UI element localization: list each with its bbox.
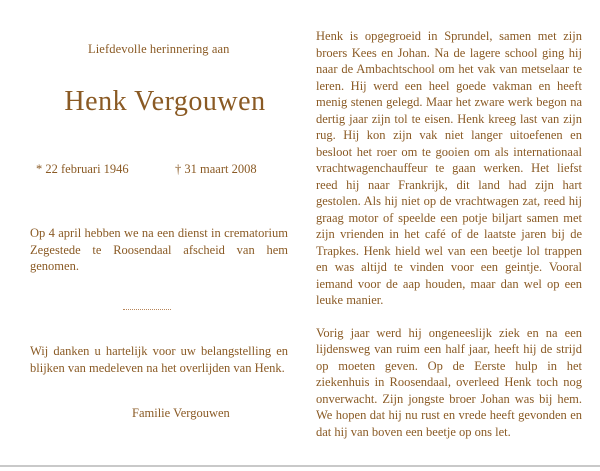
family-signature: Familie Vergouwen — [132, 406, 230, 420]
birth-date: * 22 februari 1946 — [36, 162, 129, 176]
separator-line — [123, 309, 171, 310]
farewell-paragraph: Op 4 april hebben we na een dienst in crematorium Zegestede te Roosendaal afscheid van hem genomen. — [30, 226, 288, 273]
right-page — [316, 28, 582, 440]
thanks-paragraph: Wij danken u hartelijk voor uw belangstelling en blijken van medeleven na het overlijden van Henk. — [30, 344, 288, 375]
biography-paragraph: Henk is opgegroeid in Sprundel, samen met zijn broers Kees en Johan. Na de lagere school ging hij naar de Ambachtschool om het vak van metselaar te leren. Hij werd een heel goede vakman en heeft menig stenen gelegd. Maar het zware werk begon na dertig jaar zijn tol te eisen. Henk kreeg last van zijn rug. Hij kon zijn vak niet langer uitoefenen en besloot het roer om te gooien om als internationaal vrachtwagenchauffeur te gaan werken. Het liefst reed hij naar Frankrijk, dit land had zijn hart gestolen. Als hij niet op de vrachtwagen zat, reed hij graag motor of speelde een potje biljart samen met zijn vrienden in het café of de laatste jaren bij de Trapkes. Henk hield wel van een beetje lol trappen en was altijd te vinden voor een geintje. Vooral iemand voor de aap houden, maar dan wel op een leuke manier. — [316, 29, 582, 307]
card-edge — [0, 465, 600, 467]
deceased-name: Henk Vergouwen — [64, 86, 266, 117]
intro-text: Liefdevolle herinnering aan — [88, 42, 230, 56]
death-date: † 31 maart 2008 — [175, 162, 257, 176]
final-illness-paragraph: Vorig jaar werd hij ongeneeslijk ziek en na een lijdensweg van ruim een half jaar, heeft hij de strijd op moeten geven. Op de Eerste hulp in het ziekenhuis in Roosendaal, overleed Henk toch nog onverwacht. Zijn jongste broer Johan was bij hem. We hopen dat hij nu rust en vrede heeft gevonden en dat hij van boven een beetje op ons let. — [316, 325, 582, 439]
